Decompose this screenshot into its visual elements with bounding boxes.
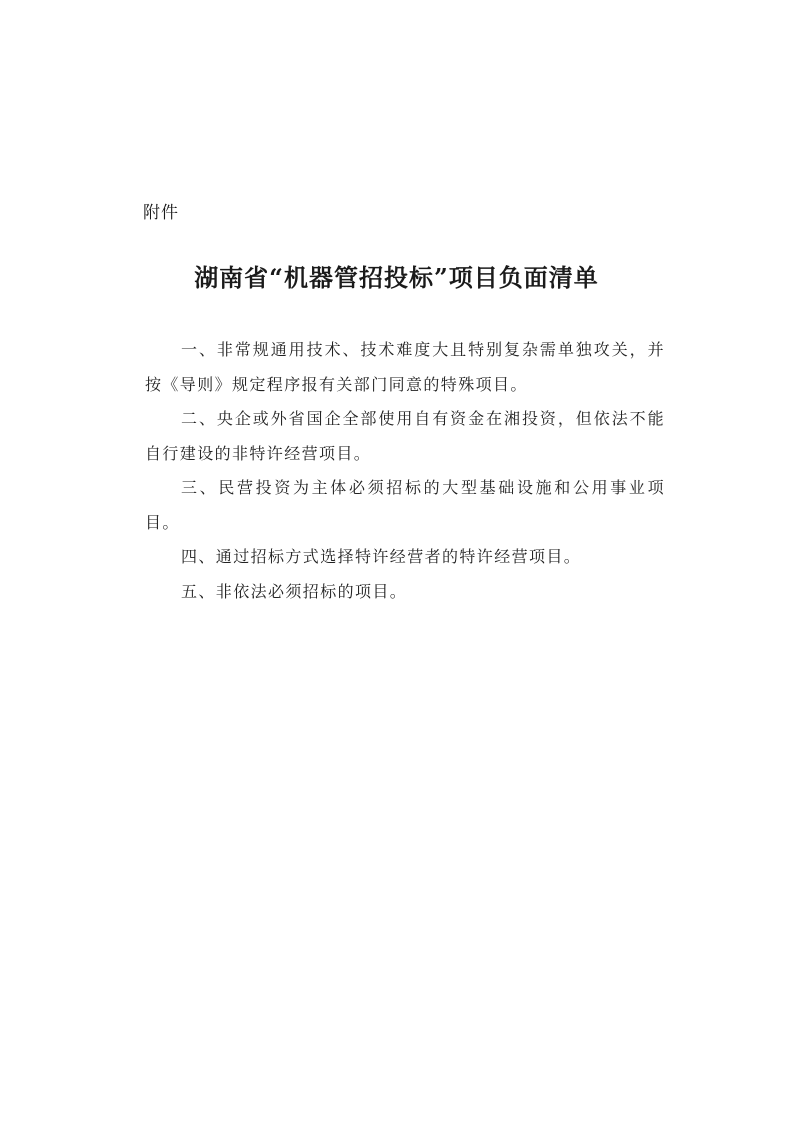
list-item-4: 四、通过招标方式选择特许经营者的特许经营项目。 xyxy=(181,547,582,566)
list-item-1: 一、非常规通用技术、技术难度大且特别复杂需单独攻关，并按《导则》规定程序报有关部门同意的特殊项目。 xyxy=(145,340,665,394)
document-title: 湖南省“机器管招投标”项目负面清单 xyxy=(194,263,599,292)
list-item-3: 三、民营投资为主体必须招标的大型基础设施和公用事业项目。 xyxy=(145,478,665,532)
document-body xyxy=(145,333,665,609)
attachment-label: 附件 xyxy=(143,203,179,223)
list-item-5: 五、非依法必须招标的项目。 xyxy=(181,581,408,601)
list-item-2: 二、央企或外省国企全部使用自有资金在湘投资，但依法不能自行建设的非特许经营项目。 xyxy=(145,409,665,463)
